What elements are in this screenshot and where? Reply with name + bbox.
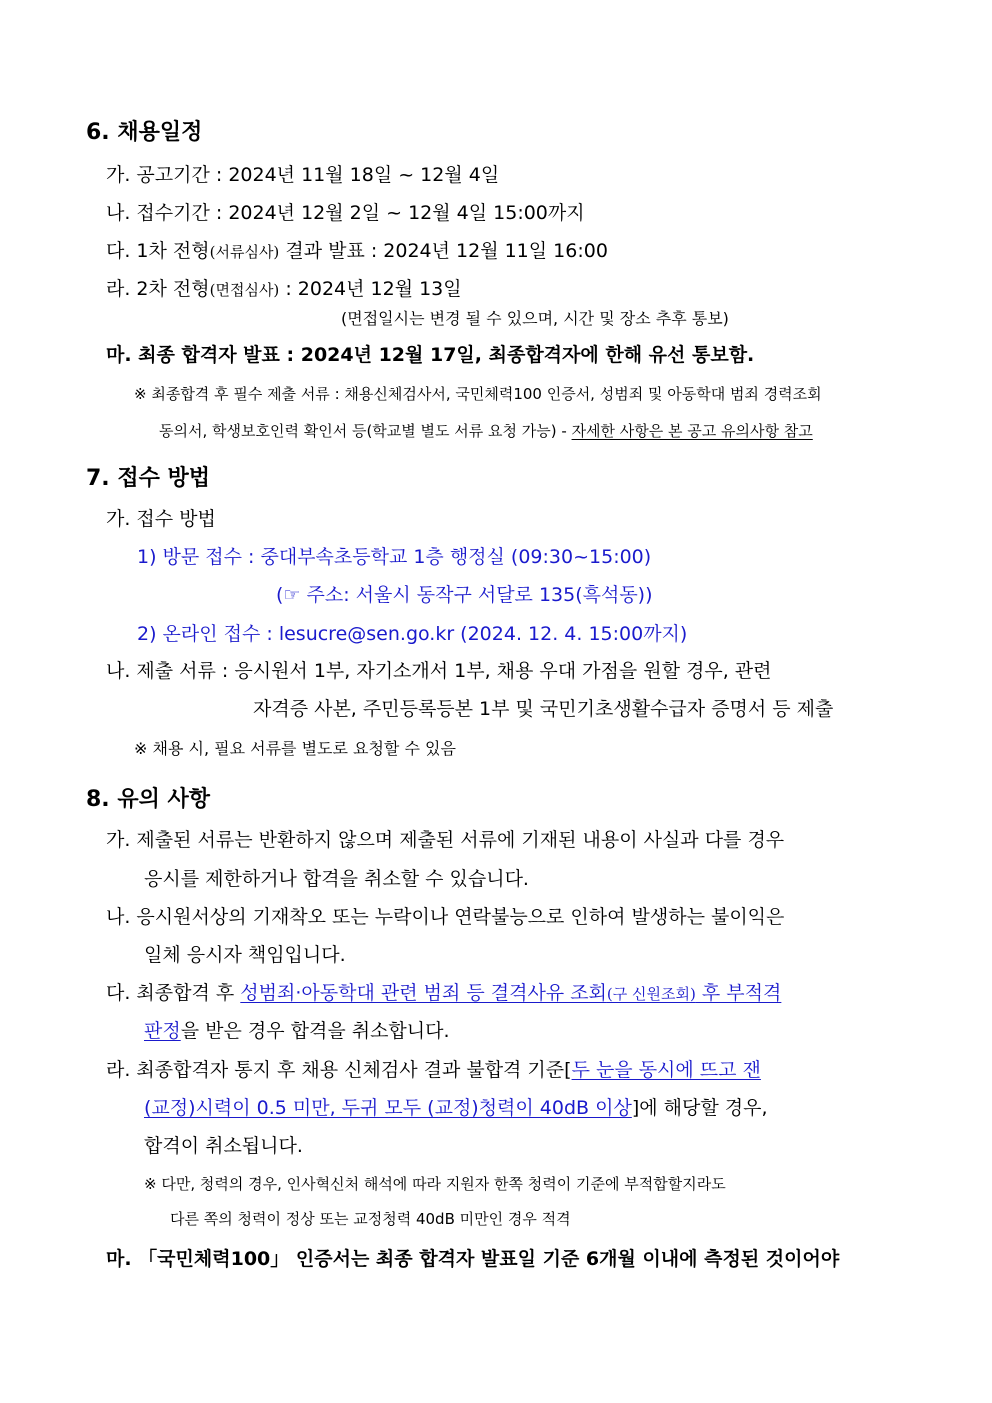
section-7-title: 7. 접수 방법 [86,466,210,491]
s8-item-na-line2: 일체 응시자 책임입니다. [144,944,346,966]
s6-item-da [106,242,608,261]
s8-item-da2-link: 판정 [144,1020,181,1042]
s7-item-na-line1: 나. 제출 서류 : 응시원서 1부, 자기소개서 1부, 채용 우대 가점을 원할 경우, 관련 [106,660,772,682]
s8-note-line2: 다른 쪽의 청력이 정상 또는 교정청력 40dB 미만인 경우 적격 [170,1210,571,1228]
s8-item-ga-line2: 응시를 제한하거나 합격을 취소할 수 있습니다. [144,868,529,890]
s8-item-da-pre: 다. 최종합격 후 [106,982,241,1004]
s8-item-da2-post: 을 받은 경우 합격을 취소합니다. [180,1020,450,1042]
s6-item-ra-note: (면접일시는 변경 될 수 있으며, 시간 및 장소 추후 통보) [341,309,729,328]
s7-online-receipt: 2) 온라인 접수 : lesucre@sen.go.kr (2024. 12. 4. 15:00까지) [137,623,688,645]
s8-item-ra-line2 [144,1099,767,1118]
s6-item-da-paren: (서류심사) [209,243,280,261]
s7-note: ※ 채용 시, 필요 서류를 별도로 요청할 수 있음 [134,739,456,758]
s6-item-na: 나. 접수기간 : 2024년 12월 2일 ~ 12월 4일 15:00까지 [106,202,585,224]
s6-item-ma: 마. 최종 합격자 발표 : 2024년 12월 17일, 최종합격자에 한해 유선 통보함. [106,344,755,366]
s8-item-da-paren: (구 신원조회) [606,985,696,1003]
s8-item-na-line1: 나. 응시원서상의 기재착오 또는 누락이나 연락불능으로 인하여 발생하는 불이익은 [106,906,785,928]
s8-item-da-post: 후 부적격 [695,982,782,1004]
s6-item-da-post: 결과 발표 : 2024년 12월 11일 16:00 [279,240,608,262]
s8-item-ra-pre: 라. 최종합격자 통지 후 채용 신체검사 결과 불합격 기준[ [106,1059,572,1081]
s6-note-line2-text: 동의서, 학생보호인력 확인서 등(학교별 별도 서류 요청 가능) - [159,422,572,440]
s6-item-ra [106,280,462,299]
s6-item-ra-post: : 2024년 12월 13일 [279,278,462,300]
s7-address: (☞ 주소: 서울시 동작구 서달로 135(흑석동)) [276,584,653,606]
s6-item-da-pre: 다. 1차 전형 [106,240,210,262]
section-6-title: 6. 채용일정 [86,120,203,145]
s8-item-ra-link2: (교정)시력이 0.5 미만, 두귀 모두 (교정)청력이 40dB 이상 [144,1097,632,1119]
s8-item-ra-line3: 합격이 취소됩니다. [144,1135,303,1157]
s8-item-ra-link1: 두 눈을 동시에 뜨고 잰 [571,1059,761,1081]
s6-note-line1: ※ 최종합격 후 필수 제출 서류 : 채용신체검사서, 국민체력100 인증서, 성범죄 및 아동학대 범죄 경력조회 [134,385,822,403]
s8-item-da-link: 성범죄·아동학대 관련 범죄 등 결격사유 조회 [240,982,607,1004]
s8-item-ra-post: ]에 해당할 경우, [631,1097,768,1119]
s7-item-ga: 가. 접수 방법 [106,508,216,530]
s7-item-na-line2: 자격증 사본, 주민등록등본 1부 및 국민기초생활수급자 증명서 등 제출 [253,698,834,720]
s8-item-ma: 마. 「국민체력100」 인증서는 최종 합격자 발표일 기준 6개월 이내에 측정된 것이어야 [106,1248,840,1270]
s8-item-ra-line1 [106,1061,761,1080]
s6-item-ga: 가. 공고기간 : 2024년 11월 18일 ~ 12월 4일 [106,164,500,186]
s7-visit-receipt: 1) 방문 접수 : 중대부속초등학교 1층 행정실 (09:30~15:00) [137,546,652,568]
s6-note-link: 자세한 사항은 본 공고 유의사항 참고 [571,422,813,440]
s6-item-ra-paren: (면접심사) [209,281,280,299]
s8-item-ga-line1: 가. 제출된 서류는 반환하지 않으며 제출된 서류에 기재된 내용이 사실과 다를 경우 [106,829,785,851]
s8-note-line1: ※ 다만, 청력의 경우, 인사혁신처 해석에 따라 지원자 한쪽 청력이 기준에 부적합할지라도 [144,1175,726,1193]
section-8-title: 8. 유의 사항 [86,787,210,812]
s6-note-line2 [159,424,813,439]
s8-item-da-line1 [106,984,781,1003]
s6-item-ra-pre: 라. 2차 전형 [106,278,210,300]
s8-item-da-line2 [144,1022,450,1041]
